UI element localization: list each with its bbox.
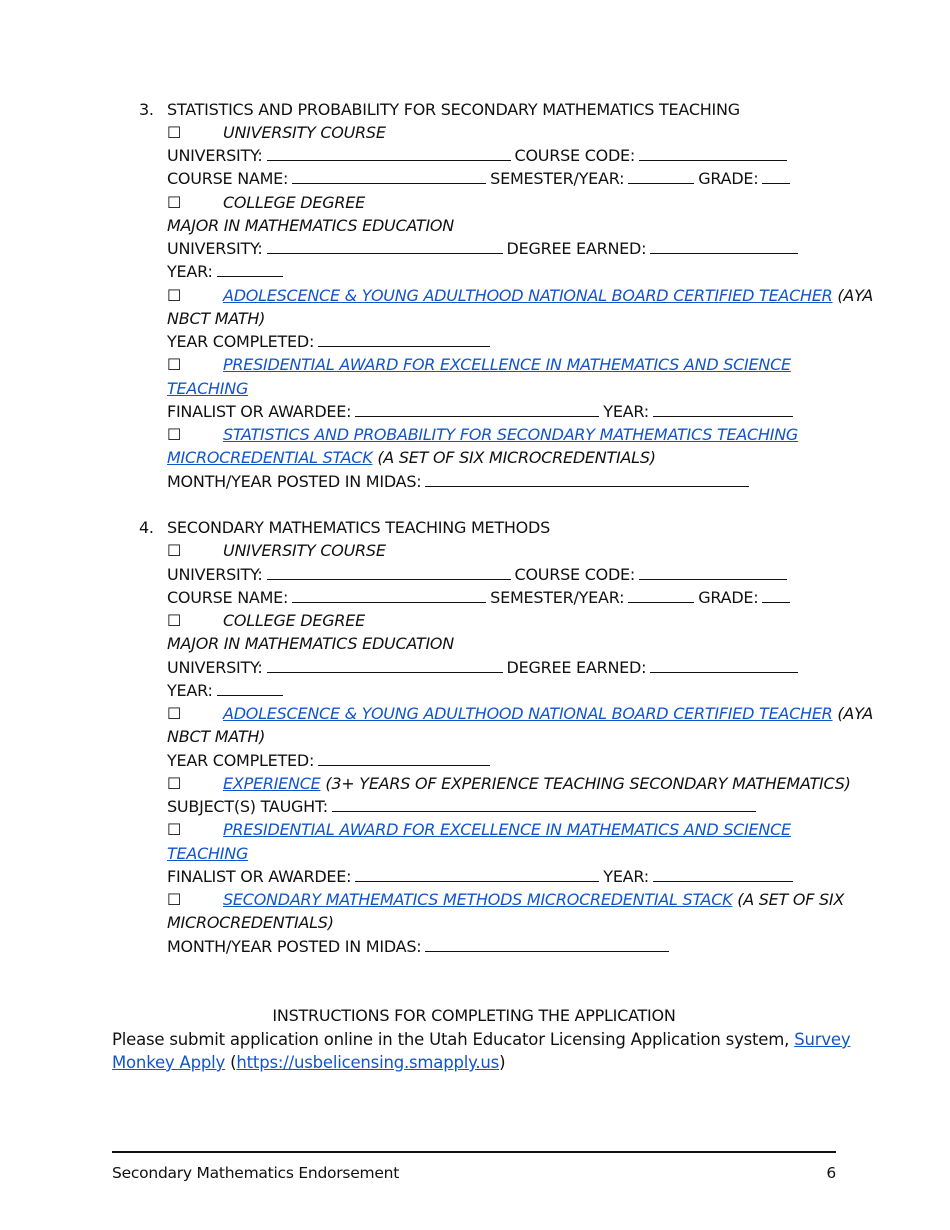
checkbox-icon[interactable]: ☐ (167, 820, 182, 839)
s3-degree-earned-blank[interactable] (650, 239, 798, 254)
s3-finalist-line (167, 402, 797, 422)
instructions-text: Please submit application online in the Utah Educator Licensing Application system, (112, 1030, 790, 1049)
field-label: YEAR: (603, 867, 649, 886)
field-label: YEAR: (603, 402, 649, 421)
usbelicensing-url-link[interactable]: https://usbelicensing.smapply.us (236, 1053, 500, 1072)
s4-finalist-year-blank[interactable] (653, 867, 793, 882)
instructions-line-2 (112, 1053, 505, 1073)
s3-course-name-blank[interactable] (292, 169, 486, 184)
microcredential-link-cont[interactable]: MICROCREDENTIAL STACK (167, 448, 373, 467)
s3-major: MAJOR IN MATHEMATICS EDUCATION (167, 216, 454, 235)
s3-college-degree-option[interactable] (167, 193, 365, 213)
s3-aya-note-2: NBCT MATH) (167, 309, 266, 328)
s3-microcredential-option[interactable] (167, 425, 798, 445)
s4-year-line (167, 681, 287, 701)
s3-aya-option[interactable] (167, 286, 873, 306)
presidential-award-link-cont[interactable]: TEACHING (167, 379, 249, 398)
microcredential-note: (A SET OF SIX MICROCREDENTIALS) (377, 448, 656, 467)
s3-grade-blank[interactable] (762, 169, 790, 184)
microcredential-link[interactable]: SECONDARY MATHEMATICS METHODS MICROCREDENTIAL STACK (223, 890, 733, 909)
aya-link[interactable]: ADOLESCENCE & YOUNG ADULTHOOD NATIONAL BOARD CERTIFIED TEACHER (223, 286, 833, 305)
field-label: GRADE: (698, 169, 759, 188)
s3-university-blank[interactable] (267, 146, 511, 161)
presidential-award-link[interactable]: PRESIDENTIAL AWARD FOR EXCELLENCE IN MATHEMATICS AND SCIENCE (223, 355, 791, 374)
field-label: COURSE CODE: (514, 565, 636, 584)
field-label: SUBJECT(S) TAUGHT: (167, 797, 328, 816)
s3-midas-line (167, 472, 753, 492)
s3-finalist-year-blank[interactable] (653, 402, 793, 417)
section-3-number: 3. (139, 100, 154, 119)
s4-subjects-line (167, 797, 760, 817)
checkbox-icon[interactable]: ☐ (167, 286, 182, 305)
field-label: UNIVERSITY: (167, 146, 263, 165)
s4-semester-year-blank[interactable] (628, 588, 694, 603)
s4-degree-earned-blank[interactable] (650, 658, 798, 673)
s4-major: MAJOR IN MATHEMATICS EDUCATION (167, 634, 454, 653)
field-label: MONTH/YEAR POSTED IN MIDAS: (167, 937, 422, 956)
checkbox-icon[interactable]: ☐ (167, 611, 182, 630)
field-label: UNIVERSITY: (167, 658, 263, 677)
presidential-award-link[interactable]: PRESIDENTIAL AWARD FOR EXCELLENCE IN MATHEMATICS AND SCIENCE (223, 820, 791, 839)
paren: ) (499, 1053, 506, 1072)
field-label: YEAR: (167, 262, 213, 281)
field-label: YEAR COMPLETED: (167, 332, 315, 351)
s4-midas-blank[interactable] (425, 937, 669, 952)
aya-note: (AYA (837, 286, 874, 305)
s4-aya-note-2: NBCT MATH) (167, 727, 266, 746)
s4-grade-blank[interactable] (762, 588, 790, 603)
checkbox-icon[interactable]: ☐ (167, 541, 182, 560)
survey-monkey-link-cont[interactable]: Monkey Apply (112, 1053, 226, 1072)
s3-semester-year-blank[interactable] (628, 169, 694, 184)
footer-title: Secondary Mathematics Endorsement (112, 1164, 400, 1182)
aya-note: (AYA (837, 704, 874, 723)
s4-experience-option[interactable] (167, 774, 851, 794)
s3-year-completed-blank[interactable] (318, 332, 490, 347)
s4-presidential-option[interactable] (167, 820, 791, 840)
s3-university-course-option[interactable] (167, 123, 386, 143)
s4-year-completed-line (167, 751, 494, 771)
s4-course-name-blank[interactable] (292, 588, 486, 603)
s4-university-course-option[interactable] (167, 541, 386, 561)
field-label: DEGREE EARNED: (506, 658, 647, 677)
s4-finalist-blank[interactable] (355, 867, 599, 882)
option-label: UNIVERSITY COURSE (223, 541, 386, 560)
page-number: 6 (826, 1164, 836, 1182)
s3-course-code-blank[interactable] (639, 146, 787, 161)
s3-university-line (167, 146, 791, 166)
s4-aya-option[interactable] (167, 704, 873, 724)
s4-university-line (167, 565, 791, 585)
section-4-number: 4. (139, 518, 154, 537)
microcredential-link[interactable]: STATISTICS AND PROBABILITY FOR SECONDARY MATHEMATICS TEACHING (223, 425, 799, 444)
s4-finalist-line (167, 867, 797, 887)
s3-course-name-line (167, 169, 794, 189)
field-label: YEAR COMPLETED: (167, 751, 315, 770)
s3-midas-blank[interactable] (425, 472, 749, 487)
field-label: DEGREE EARNED: (506, 239, 647, 258)
field-label: GRADE: (698, 588, 759, 607)
s4-microcredential-option[interactable] (167, 890, 844, 910)
checkbox-icon[interactable]: ☐ (167, 425, 182, 444)
s4-year-completed-blank[interactable] (318, 751, 490, 766)
s4-degree-line (167, 658, 802, 678)
field-label: FINALIST OR AWARDEE: (167, 867, 352, 886)
microcredential-note: (A SET OF SIX (737, 890, 845, 909)
field-label: SEMESTER/YEAR: (490, 588, 625, 607)
s3-finalist-blank[interactable] (355, 402, 599, 417)
s3-year-blank[interactable] (217, 262, 283, 277)
s4-university-blank[interactable] (267, 565, 511, 580)
footer-divider (112, 1151, 836, 1153)
s3-year-completed-line (167, 332, 494, 352)
field-label: COURSE CODE: (514, 146, 636, 165)
aya-link[interactable]: ADOLESCENCE & YOUNG ADULTHOOD NATIONAL BOARD CERTIFIED TEACHER (223, 704, 833, 723)
experience-link[interactable]: EXPERIENCE (223, 774, 321, 793)
field-label: YEAR: (167, 681, 213, 700)
checkbox-icon[interactable]: ☐ (167, 193, 182, 212)
s4-college-degree-option[interactable] (167, 611, 365, 631)
checkbox-icon[interactable]: ☐ (167, 704, 182, 723)
section-4-title: SECONDARY MATHEMATICS TEACHING METHODS (167, 518, 550, 537)
s4-year-blank[interactable] (217, 681, 283, 696)
field-label: MONTH/YEAR POSTED IN MIDAS: (167, 472, 422, 491)
s4-midas-line (167, 937, 673, 957)
option-label: UNIVERSITY COURSE (223, 123, 386, 142)
instructions-line-1 (112, 1030, 850, 1050)
s3-year-line (167, 262, 287, 282)
s3-degree-line (167, 239, 802, 259)
field-label: COURSE NAME: (167, 588, 289, 607)
option-label: COLLEGE DEGREE (223, 611, 365, 630)
field-label: SEMESTER/YEAR: (490, 169, 625, 188)
survey-monkey-link[interactable]: Survey (794, 1030, 851, 1049)
s3-degree-university-blank[interactable] (267, 239, 503, 254)
checkbox-icon[interactable]: ☐ (167, 774, 182, 793)
field-label: FINALIST OR AWARDEE: (167, 402, 352, 421)
option-label: COLLEGE DEGREE (223, 193, 365, 212)
s4-degree-university-blank[interactable] (267, 658, 503, 673)
field-label: COURSE NAME: (167, 169, 289, 188)
s4-microcredential-note-2: MICROCREDENTIALS) (167, 913, 334, 932)
checkbox-icon[interactable]: ☐ (167, 355, 182, 374)
s4-course-code-blank[interactable] (639, 565, 787, 580)
s4-subjects-blank[interactable] (332, 797, 756, 812)
instructions-heading: INSTRUCTIONS FOR COMPLETING THE APPLICATION (272, 1006, 676, 1025)
checkbox-icon[interactable]: ☐ (167, 890, 182, 909)
presidential-award-link-cont[interactable]: TEACHING (167, 844, 249, 863)
section-3-title: STATISTICS AND PROBABILITY FOR SECONDARY MATHEMATICS TEACHING (167, 100, 740, 119)
s4-course-name-line (167, 588, 794, 608)
checkbox-icon[interactable]: ☐ (167, 123, 182, 142)
s3-presidential-option[interactable] (167, 355, 791, 375)
experience-note: (3+ YEARS OF EXPERIENCE TEACHING SECONDARY MATHEMATICS) (325, 774, 851, 793)
s3-microcredential-line-2 (167, 448, 656, 468)
paren: ( (230, 1053, 237, 1072)
field-label: UNIVERSITY: (167, 565, 263, 584)
field-label: UNIVERSITY: (167, 239, 263, 258)
